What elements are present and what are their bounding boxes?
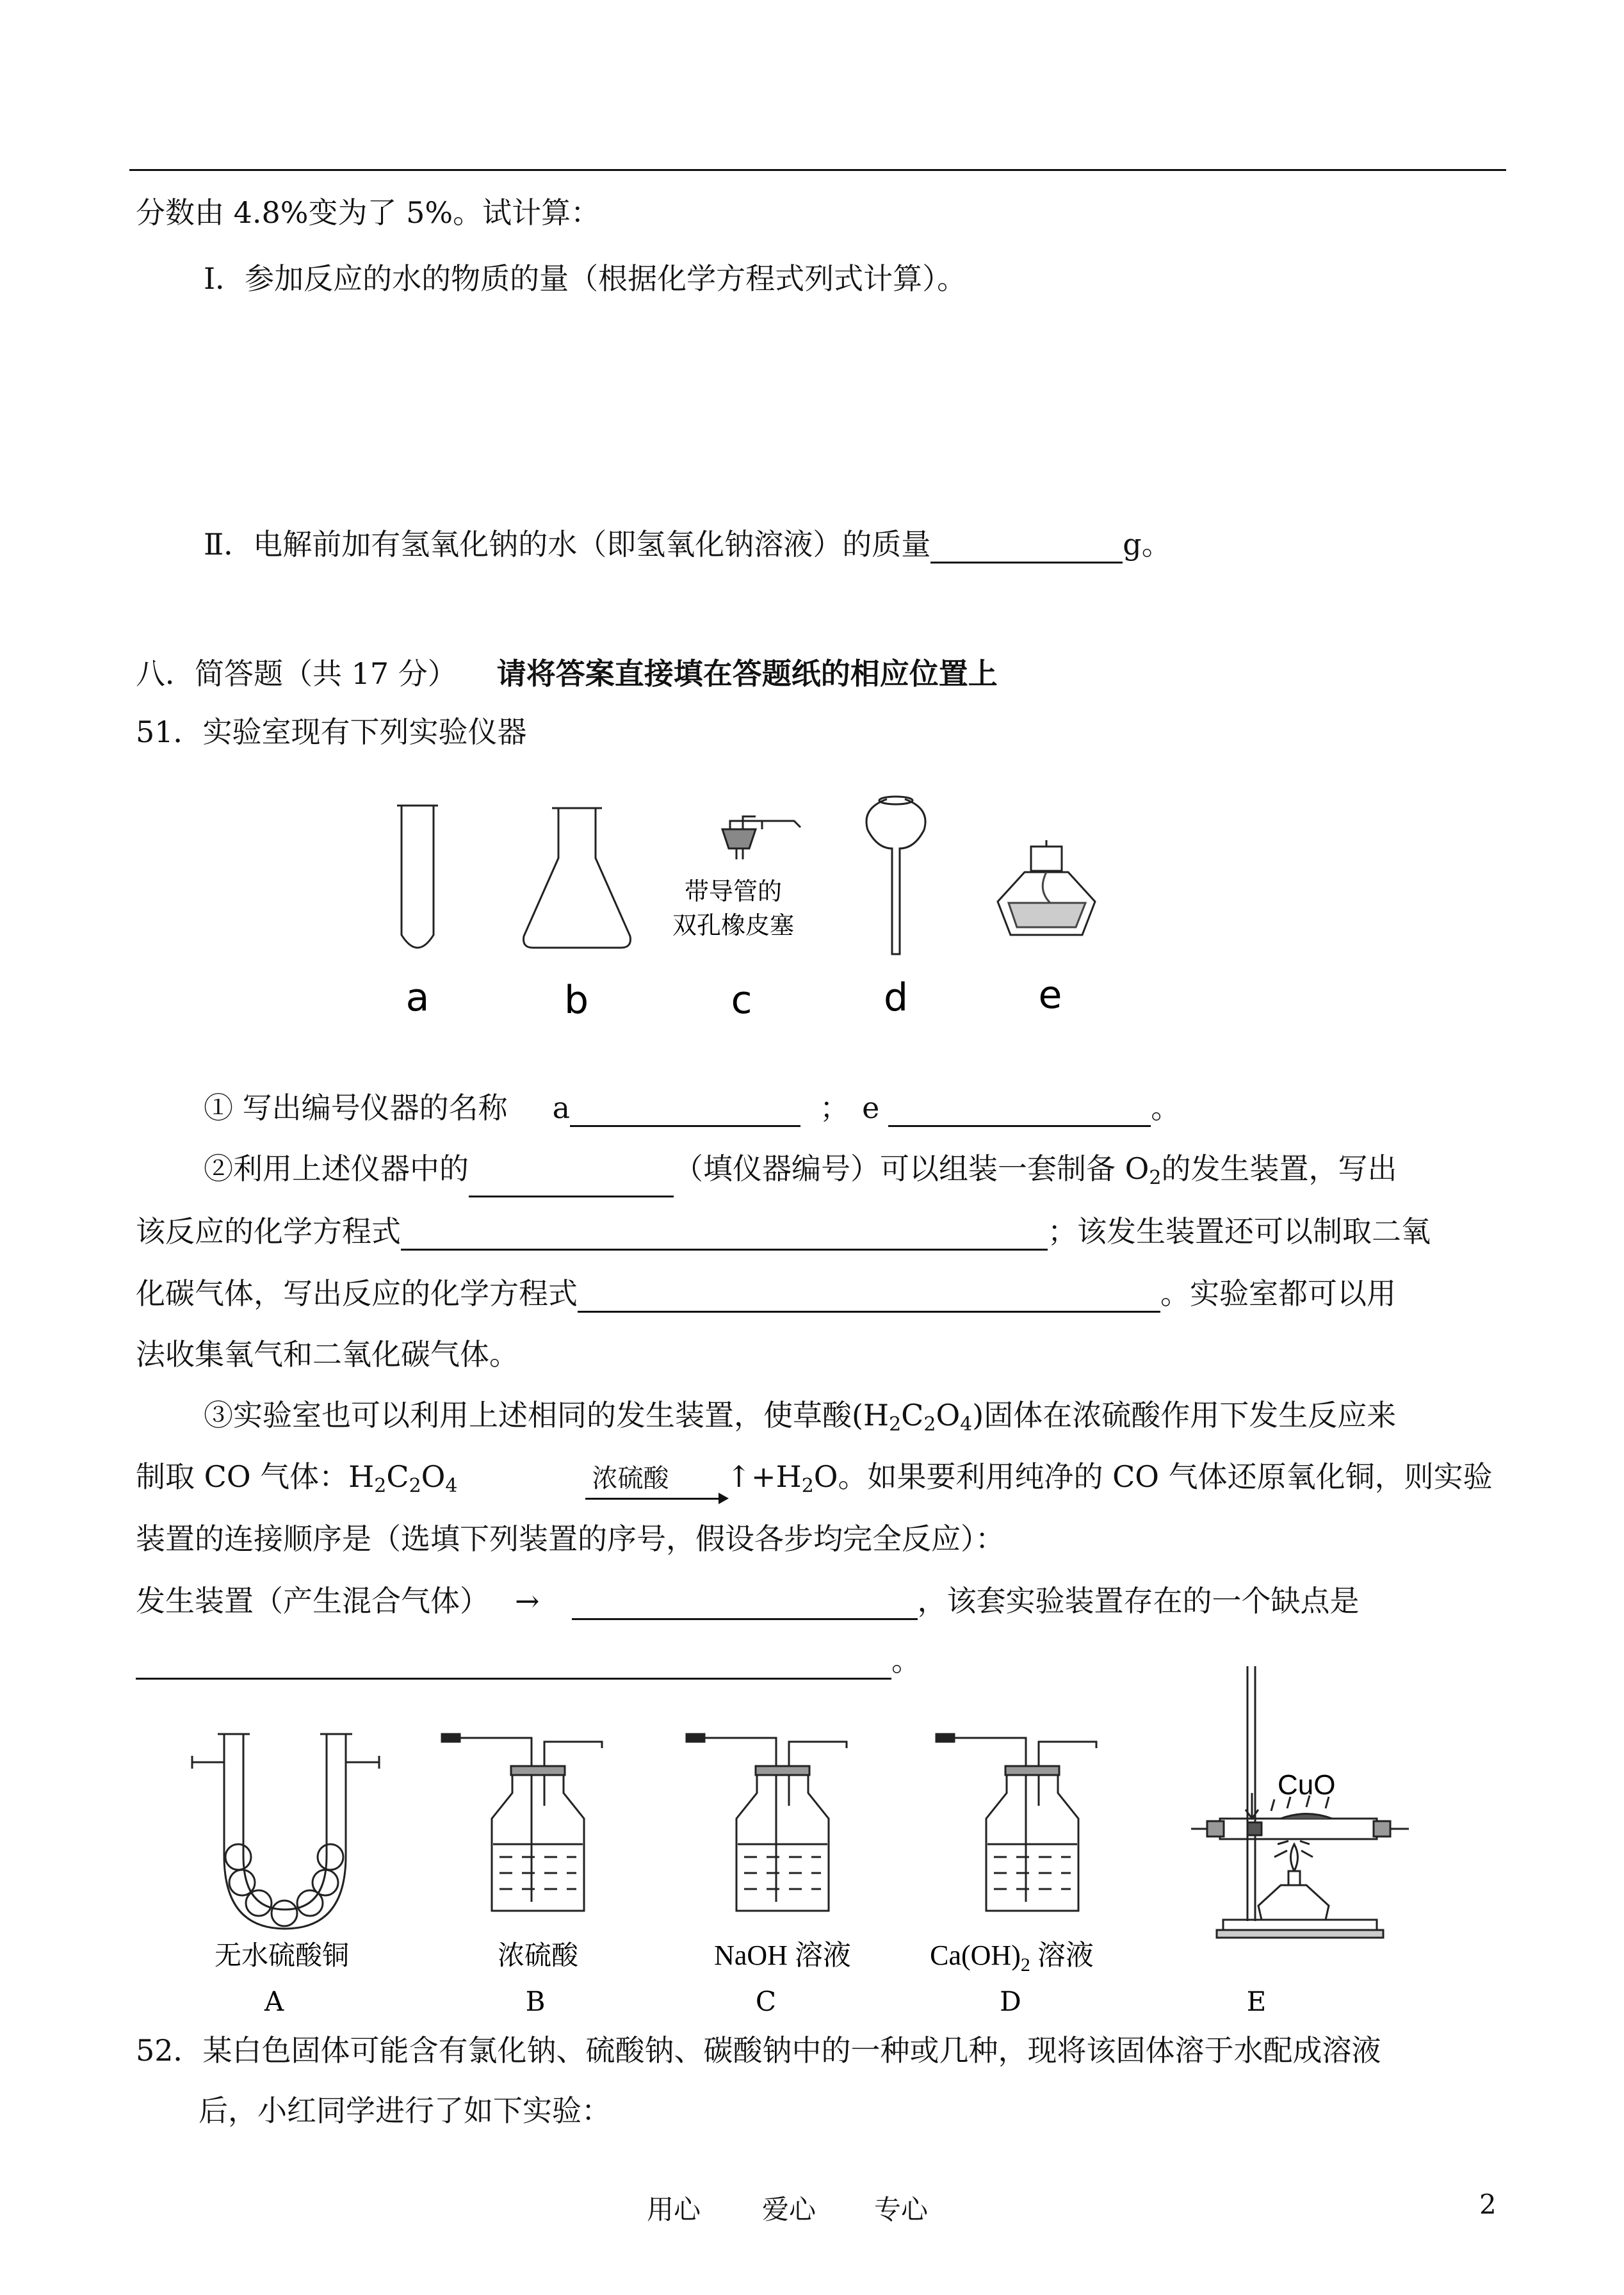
- q51-reaction-line: 制取 CO 气体：$H_2C_2O_4$ 浓硫酸 $↑+H_2O$。如果要利用纯净的 CO 气体还原氧化铜，则实验: [136, 1457, 1493, 1505]
- question-part-1: Ⅰ．参加反应的水的物质的量（根据化学方程式列式计算）。: [204, 261, 967, 296]
- question-51: 51．实验室现有下列实验仪器: [136, 715, 527, 749]
- instrument-letter-a: a: [405, 975, 430, 1020]
- q51-line-9: 发生装置（产生混合气体） → ，该套实验装置存在的一个缺点是: [136, 1582, 1360, 1620]
- instrument-letter-c: c: [731, 978, 752, 1023]
- apparatus-letter-c: C: [755, 1986, 777, 2017]
- wash-bottle-c-icon: [686, 1734, 847, 1911]
- apparatus-letter-e: E: [1246, 1986, 1267, 2017]
- wash-bottle-b-icon: [442, 1734, 602, 1911]
- cuo-label: CuO: [1278, 1769, 1336, 1801]
- instrument-letter-d: d: [883, 975, 909, 1020]
- q51-part-3: ③实验室也可以利用上述相同的发生装置，使草酸$(H_2C_2O_4)$固体在浓硫酸作用下发生反应来: [204, 1398, 1397, 1436]
- u-tube-icon: [192, 1734, 379, 1929]
- question-52: 52．某白色固体可能含有氯化钠、硫酸钠、碳酸钠中的一种或几种，现将该固体溶于水配成溶液: [136, 2033, 1381, 2068]
- q51-line-4: 化碳气体，写出反应的化学方程式 。实验室都可以用: [136, 1274, 1396, 1313]
- q51-line-8: 装置的连接顺序是（选填下列装置的序号，假设各步均完全反应）：: [136, 1521, 1005, 1556]
- instrument-letter-e: e: [1038, 973, 1062, 1018]
- apparatus-label-d: $Ca(OH)_2$ 溶液: [930, 1940, 1094, 1975]
- q51-line-10: 。: [136, 1641, 921, 1680]
- apparatus-label-c: NaOH 溶液: [714, 1940, 851, 1971]
- q51-line-5: 法收集氧气和二氧化碳气体。: [136, 1337, 519, 1372]
- q51-part-2: ②利用上述仪器中的 （填仪器编号）可以组装一套制备 $O_2$的发生装置，写出: [204, 1149, 1397, 1197]
- apparatus-label-a: 无水硫酸铜: [214, 1940, 350, 1971]
- section-heading: 八．简答题（共 17 分） 请将答案直接填在答题纸的相应位置上: [136, 656, 998, 691]
- instrument-letter-b: b: [564, 978, 589, 1023]
- question-part-2: Ⅱ．电解前加有氢氧化钠的水（即氢氧化钠溶液）的质量 g。: [204, 525, 1171, 564]
- q51-line-3: 该反应的化学方程式 ；该发生装置还可以制取二氧: [136, 1212, 1431, 1251]
- reaction-arrow: 浓硫酸: [457, 1473, 726, 1505]
- text-line: 分数由 4.8%变为了 5%。试计算：: [136, 195, 601, 230]
- footer-text-3: 专心: [874, 2194, 929, 2225]
- page-number: 2: [1479, 2189, 1497, 2220]
- apparatus-letter-a: A: [264, 1986, 284, 2017]
- q51-part-1: ① 写出编号仪器的名称 a ； e 。: [204, 1089, 1180, 1127]
- apparatus-letter-b: B: [525, 1986, 546, 2017]
- cuo-reduction-apparatus-icon: [1191, 1666, 1409, 1938]
- apparatus-letter-d: D: [1000, 1986, 1021, 2017]
- stopper-caption-1: 带导管的: [684, 877, 783, 905]
- question-52-line-2: 后，小红同学进行了如下实验：: [199, 2093, 611, 2128]
- wash-bottle-d-icon: [936, 1734, 1096, 1911]
- footer-text-1: 用心: [647, 2194, 701, 2225]
- apparatus-label-b: 浓硫酸: [497, 1940, 579, 1971]
- footer-text-2: 爱心: [762, 2194, 816, 2225]
- stopper-caption-2: 双孔橡皮塞: [672, 911, 795, 939]
